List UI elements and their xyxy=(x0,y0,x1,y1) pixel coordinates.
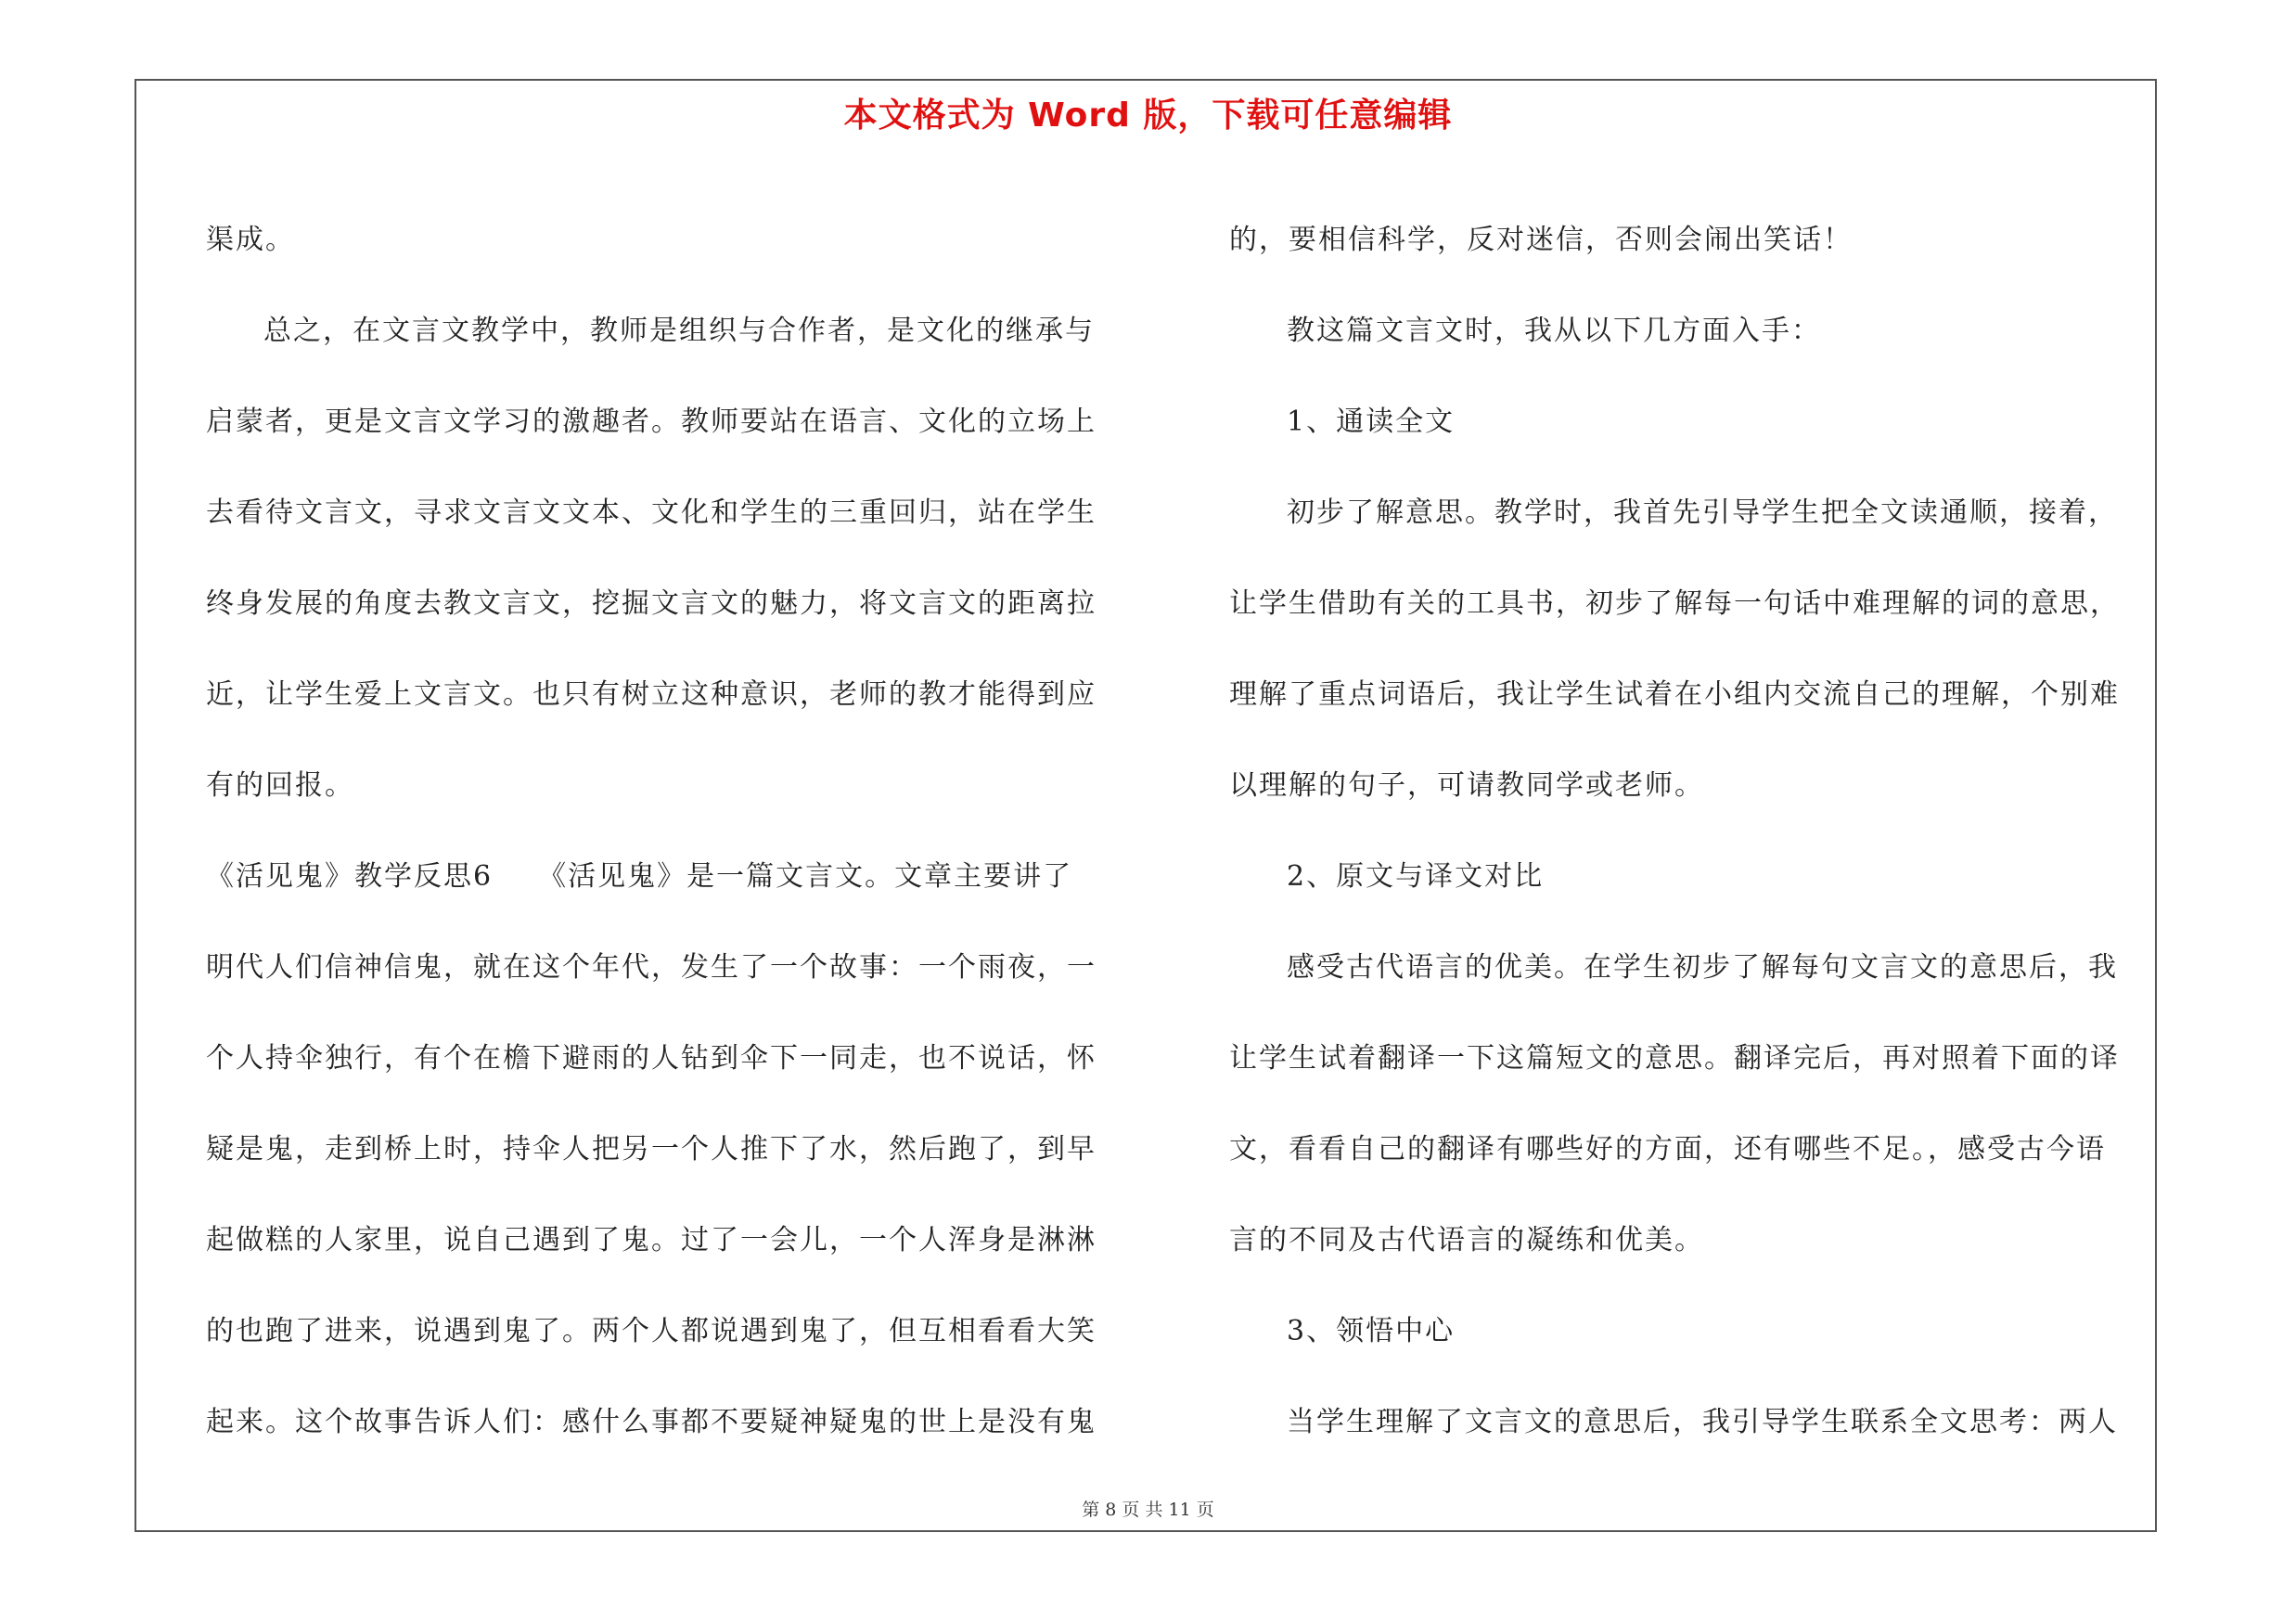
text-line: 总之，在文言文教学中，教师是组织与合作者，是文化的继承与 xyxy=(263,315,1095,347)
left-column xyxy=(206,195,1143,1468)
text-line: 当学生理解了文言文的意思后，我引导学生联系全文思考：两人 xyxy=(1287,1406,2118,1438)
text-line: 让学生借助有关的工具书，初步了解每一句话中难理解的词的意思， xyxy=(1229,587,2120,620)
text-line: 近，让学生爱上文言文。也只有树立这种意识，老师的教才能得到应 xyxy=(206,678,1097,711)
word-format-banner: 本文格式为 Word 版，下载可任意编辑 xyxy=(843,97,1453,135)
page-number-footer: 第 8 页 共 11 页 xyxy=(1082,1500,1214,1520)
text-line: 感受古代语言的优美。在学生初步了解每句文言文的意思后，我 xyxy=(1287,951,2118,984)
text-line: 1、通读全文 xyxy=(1287,406,1456,438)
text-line: 有的回报。 xyxy=(206,769,354,802)
text-line: 初步了解意思。教学时，我首先引导学生把全文读通顺，接着， xyxy=(1287,496,2118,529)
text-line: 起做糕的人家里，说自己遇到了鬼。过了一会儿，一个人浑身是淋淋 xyxy=(206,1224,1097,1256)
text-line: 理解了重点词语后，我让学生试着在小组内交流自己的理解，个别难 xyxy=(1229,678,2120,711)
text-line: 的也跑了进来，说遇到鬼了。两个人都说遇到鬼了，但互相看看大笑 xyxy=(206,1315,1097,1347)
text-line: 启蒙者，更是文言文学习的激趣者。教师要站在语言、文化的立场上 xyxy=(206,406,1097,438)
text-line: 去看待文言文，寻求文言文文本、文化和学生的三重回归，站在学生 xyxy=(206,496,1097,529)
text-line: 以理解的句子，可请教同学或老师。 xyxy=(1229,769,1704,802)
text-line: 教这篇文言文时，我从以下几方面入手： xyxy=(1287,315,1821,347)
text-line: 疑是鬼，走到桥上时，持伞人把另一个人推下了水，然后跑了，到早 xyxy=(206,1133,1097,1166)
text-line: 的，要相信科学，反对迷信，否则会闹出笑话！ xyxy=(1229,224,1853,256)
text-line: 终身发展的角度去教文言文，挖掘文言文的魅力，将文言文的距离拉 xyxy=(206,587,1097,620)
text-line: 明代人们信神信鬼，就在这个年代，发生了一个故事：一个雨夜，一 xyxy=(206,951,1097,984)
text-line: 3、领悟中心 xyxy=(1287,1315,1456,1347)
text-line: 2、原文与译文对比 xyxy=(1287,860,1545,893)
text-line: 让学生试着翻译一下这篇短文的意思。翻译完后，再对照着下面的译 xyxy=(1229,1042,2120,1075)
text-line: 《活见鬼》教学反思6 《活见鬼》是一篇文言文。文章主要讲了 xyxy=(206,860,1073,893)
text-line: 文，看看自己的翻译有哪些好的方面，还有哪些不足。，感受古今语 xyxy=(1229,1133,2106,1166)
text-line: 言的不同及古代语言的凝练和优美。 xyxy=(1229,1224,1704,1256)
text-line: 渠成。 xyxy=(206,224,295,256)
right-column xyxy=(1229,195,2166,1468)
text-line: 起来。这个故事告诉人们：感什么事都不要疑神疑鬼的世上是没有鬼 xyxy=(206,1406,1097,1438)
text-line: 个人持伞独行，有个在檐下避雨的人钻到伞下一同走，也不说话，怀 xyxy=(206,1042,1097,1075)
